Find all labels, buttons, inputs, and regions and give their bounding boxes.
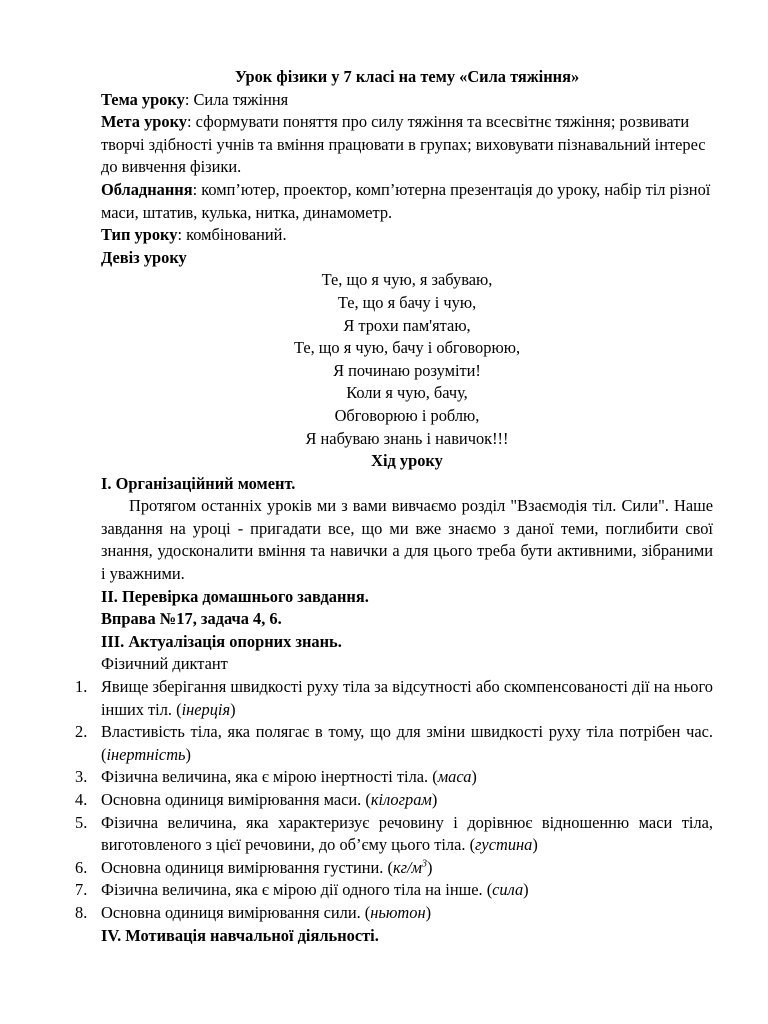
- item-number: 8.: [75, 902, 88, 922]
- item-tail: ): [427, 857, 433, 877]
- item-tail: ): [425, 902, 432, 922]
- item-tail: ): [523, 880, 529, 900]
- item-text: Фізична величина, яка характеризує речовину і дорівнює відношенню маси тіла, виготовленого з цієї речовини, до об’єму цього тіла. (: [101, 812, 713, 855]
- item-text: Явище зберігання швидкості руху тіла за відсутності або скомпенсованості дії на нього інших тіл. (: [101, 677, 713, 719]
- dictation-list: [75, 676, 713, 925]
- item-number: 3.: [75, 767, 88, 787]
- item-number: 2.: [75, 722, 88, 742]
- equipment-text: : комп’ютер, проектор, комп’ютерна презентація до уроку, набір тіл різної маси, штатив, кулька, нитка, динамометр.: [101, 179, 711, 222]
- motto-line: Коли я чую, бачу,: [346, 383, 468, 403]
- item-answer: ньютон: [370, 902, 426, 922]
- motto-verse: [101, 269, 713, 450]
- section-heading-1: І. Організаційний момент.: [101, 473, 296, 493]
- topic-label: Тема уроку: [101, 89, 185, 109]
- equipment-line: [101, 179, 713, 224]
- item-text: Властивість тіла, яка полягає в тому, що для зміни швидкості руху тіла потрібен час. (: [101, 722, 713, 764]
- item-number: 7.: [75, 880, 88, 900]
- item-answer: інерція: [181, 699, 231, 719]
- section-heading-3: ІІІ. Актуалізація опорних знань.: [101, 631, 342, 651]
- item-text: Основна одиниця вимірювання густини. (: [101, 857, 393, 877]
- dictation-label: Фізичний диктант: [101, 654, 228, 674]
- item-number: 5.: [75, 812, 88, 832]
- motto-label: Девіз уроку: [101, 247, 187, 267]
- goal-label: Мета уроку: [101, 112, 187, 132]
- item-number: 4.: [75, 790, 88, 809]
- motto-line: Те, що я чую, я забуваю,: [321, 270, 493, 290]
- item-tail: ): [230, 699, 236, 719]
- item-answer: маса: [437, 767, 472, 787]
- section-1-text: Протягом останніх уроків ми з вами вивчаємо розділ "Взаємодія тіл. Сили". Наше завдання на уроці - пригадати все, що ми вже знаємо з даної теми, поглибити свої знання, удосконалити вміння та навички а для цього треба бути активними, зібраними і уважними.: [101, 496, 713, 584]
- type-text: : комбінований.: [177, 225, 287, 245]
- goal-line: [101, 111, 713, 179]
- section-heading-4: IV. Мотивація навчальної діяльності.: [101, 925, 379, 945]
- list-item: [75, 879, 713, 902]
- item-number: 6.: [75, 857, 88, 877]
- item-tail: ): [431, 790, 438, 809]
- topic-text: : Сила тяжіння: [184, 89, 289, 109]
- list-item: [75, 857, 713, 880]
- item-answer: густина: [475, 835, 533, 855]
- goal-text: : сформувати поняття про силу тяжіння та всесвітнє тяжіння; розвивати творчі здібності учнів та вміння працювати в групах; виховувати пізнавальний інтерес до вивчення фізики.: [101, 112, 706, 177]
- list-item: [75, 676, 713, 721]
- item-number: 1.: [75, 677, 88, 697]
- item-text: Фізична величина, яка є мірою дії одного тіла на інше. (: [101, 880, 493, 900]
- type-label: Тип уроку: [101, 225, 178, 245]
- topic-line: [101, 89, 713, 112]
- motto-line: Я починаю розуміти!: [333, 360, 481, 380]
- item-text: Основна одиниця вимірювання маси. (: [101, 790, 371, 809]
- item-text: Фізична величина, яка є мірою інертності тіла. (: [101, 767, 438, 787]
- list-item: [75, 902, 713, 925]
- list-item: [75, 789, 713, 812]
- item-answer: кг/м: [392, 857, 423, 877]
- document-title: Урок фізики у 7 класі на тему «Сила тяжіння»: [234, 67, 580, 86]
- item-tail: ): [471, 767, 477, 787]
- item-answer: сила: [492, 880, 524, 900]
- motto-line: Те, що я бачу і чую,: [337, 292, 477, 312]
- item-answer-superscript: 3: [422, 858, 428, 870]
- motto-line: Те, що я чую, бачу і обговорюю,: [293, 338, 521, 358]
- list-item: [75, 721, 713, 766]
- equipment-label: Обладнання: [101, 179, 193, 199]
- motto-line: Обговорюю і роблю,: [334, 405, 480, 425]
- list-item: [75, 812, 713, 857]
- list-item: [75, 766, 713, 789]
- motto-line: Я трохи пам'ятаю,: [343, 315, 471, 335]
- item-tail: ): [185, 744, 191, 764]
- motto-line: Я набуваю знань і навичок!!!: [305, 428, 509, 448]
- item-answer: кілограм: [370, 790, 432, 809]
- section-heading-2: ІІ. Перевірка домашнього завдання.: [101, 586, 369, 606]
- exercise-line: Вправа №17, задача 4, 6.: [101, 609, 282, 629]
- item-answer: інертність: [106, 744, 186, 764]
- course-heading: Хід уроку: [371, 451, 443, 471]
- item-text: Основна одиниця вимірювання сили. (: [101, 902, 371, 922]
- type-line: [101, 224, 713, 247]
- item-tail: ): [532, 835, 538, 855]
